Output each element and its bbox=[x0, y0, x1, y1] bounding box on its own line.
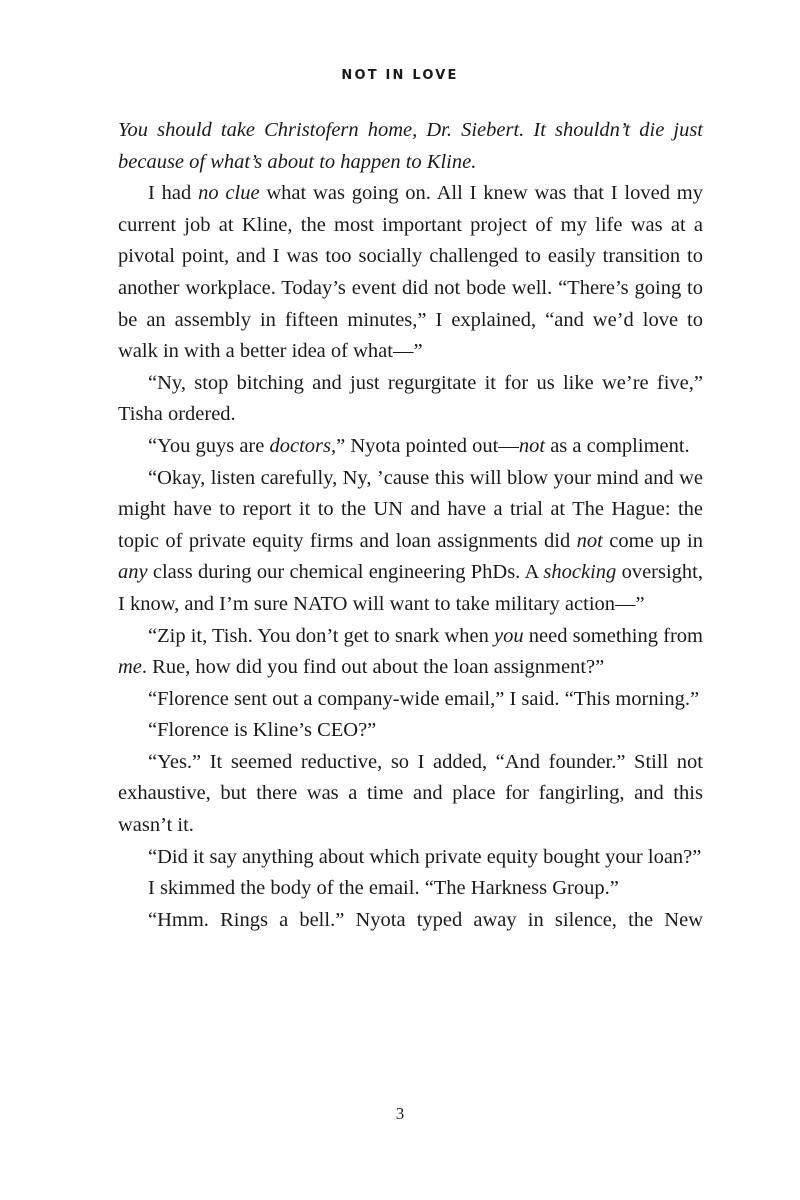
italic-text: not bbox=[576, 529, 603, 552]
page-number: 3 bbox=[395, 1104, 405, 1123]
paragraph bbox=[118, 178, 703, 368]
text-run: I had bbox=[148, 182, 199, 205]
text-run: “Florence sent out a company-wide email,” I said. “This morning.” bbox=[148, 687, 700, 710]
text-run: “Hmm. Rings a bell.” Nyota typed away in silence, the New bbox=[148, 908, 703, 931]
paragraph bbox=[118, 621, 703, 684]
text-run: “Did it say anything about which private equity bought your loan?” bbox=[148, 845, 702, 868]
italic-text: you bbox=[494, 624, 524, 647]
paragraph bbox=[118, 115, 703, 178]
italic-text: not bbox=[518, 434, 546, 457]
paragraph bbox=[118, 431, 703, 463]
paragraph bbox=[118, 715, 703, 747]
text-run: “Ny, stop bitching and just regurgitate it for us like we’re five,” Tisha ordered. bbox=[118, 371, 703, 426]
body-text bbox=[118, 115, 703, 936]
text-run: “Zip it, Tish. You don’t get to snark when bbox=[148, 624, 494, 647]
text-run: as a compliment. bbox=[545, 434, 690, 457]
italic-text: shocking bbox=[543, 561, 617, 584]
text-run: I skimmed the body of the email. “The Harkness Group.” bbox=[148, 877, 619, 900]
text-run: “Florence is Kline’s CEO?” bbox=[148, 719, 377, 742]
paragraph bbox=[118, 905, 703, 937]
text-run: “Okay, listen carefully, Ny, ’cause this will blow your mind and we might have to report it to the UN and have a trial at The Hague: the topic of private equity firms and loan assignments did bbox=[118, 466, 703, 552]
running-head: NOT IN LOVE bbox=[341, 68, 459, 83]
text-run: “Yes.” It seemed reductive, so I added, “And founder.” Still not exhaustive, but there was a time and place for fangirling, and this wasn’t it. bbox=[118, 750, 703, 837]
paragraph bbox=[118, 684, 703, 716]
italic-text: You should take Christofern home, Dr. Siebert. It shouldn’t die just because of what’s about to happen to Kline. bbox=[118, 119, 703, 173]
text-run: oversight, I know, and I’m sure NATO will want to take military action—” bbox=[118, 561, 703, 615]
paragraph bbox=[118, 747, 703, 842]
paragraph bbox=[118, 463, 703, 621]
text-run: need something from bbox=[523, 624, 703, 647]
paragraph bbox=[118, 873, 703, 905]
italic-text: any bbox=[118, 561, 148, 584]
italic-text: me bbox=[118, 656, 142, 679]
text-run: what was going on. All I knew was that I loved my current job at Kline, the most important project of my life was at a pivotal point, and I was too socially challenged to easily transition to another workplace. Today’s event did not bode well. “There’s going to be an assembly in fifteen minutes,” I explained, “and we’d love to walk in with a better idea of what—” bbox=[118, 182, 703, 363]
paragraph bbox=[118, 842, 703, 874]
italic-text: doctors bbox=[269, 434, 331, 457]
text-run: “You guys are bbox=[148, 434, 270, 457]
text-run: ,” Nyota pointed out— bbox=[330, 434, 519, 457]
paragraph bbox=[118, 368, 703, 431]
text-run: come up in bbox=[602, 529, 703, 552]
text-run: class during our chemical engineering PhDs. A bbox=[147, 561, 544, 584]
italic-text: no clue bbox=[198, 182, 260, 205]
text-run: . Rue, how did you find out about the loan assignment?” bbox=[141, 656, 605, 679]
